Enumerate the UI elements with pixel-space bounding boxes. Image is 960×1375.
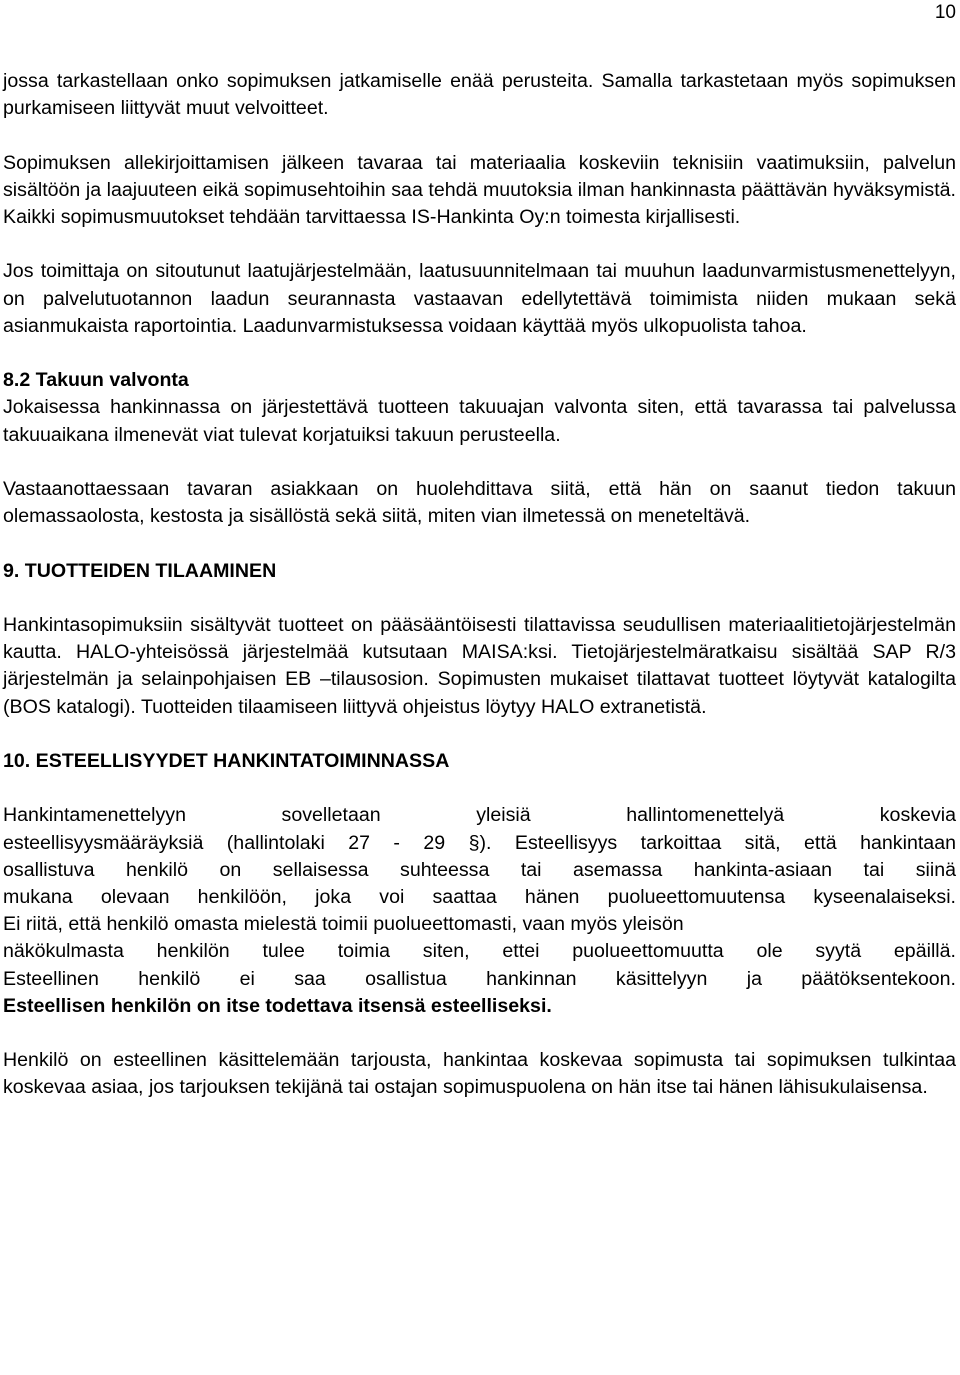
text-line: osallistuva henkilö on sellaisessa suhteessa tai asemassa hankinta-asiaan tai siinä <box>3 858 956 881</box>
page-number: 10 <box>934 2 956 23</box>
text-line: mukana olevaan henkilöön, joka voi saattaa hänen puolueettomuutensa kyseenalaiseksi. <box>3 885 956 908</box>
section-heading-9: 9. TUOTTEIDEN TILAAMINEN <box>3 559 277 582</box>
section-heading-10: 10. ESTEELLISYYDET HANKINTATOIMINNASSA <box>3 749 450 772</box>
text-line: esteellisyysmääräyksiä (hallintolaki 27 - 29 §). Esteellisyys tarkoittaa sitä, että hankintaan <box>3 831 956 854</box>
paragraph-disqualified-person: Henkilö on esteellinen käsittelemään tarjousta, hankintaa koskevaa sopimusta tai sopimuksen tulkintaa koskevaa asiaa, jos tarjouksen tekijänä tai ostajan sopimuspuolena on hän itse tai hänen lähisukulaisensa. <box>3 1049 956 1099</box>
text-line: Ei riitä, että henkilö omasta mielestä toimii puolueettomasti, vaan myös yleisön <box>3 913 684 936</box>
paragraph-warranty-receipt: Vastaanottaessaan tavaran asiakkaan on huolehdittava siitä, että hän on saanut tiedon takuun olemassaolosta, kestosta ja sisällöstä sekä siitä, miten vian ilmetessä on meneteltävä. <box>3 477 956 528</box>
paragraph-warranty-monitoring: Jokaisessa hankinnassa on järjestettävä tuotteen takuuajan valvonta siten, että tavarassa tai palvelussa takuuaikana ilmenevät viat tulevat korjatuiksi takuun perusteella. <box>3 396 956 446</box>
paragraph-quality-assurance: Jos toimittaja on sitoutunut laatujärjestelmään, laatusuunnitelmaan tai muuhun laadunvarmistusmenettelyyn, on palvelutuotannon laadun seurannasta vastaavan edellytettävä toimimista niiden mukaan sekä asianmukaista raportointia. Laadunvarmistuksessa voidaan käyttää myös ulkopuolista tahoa. <box>3 260 956 337</box>
paragraph-ordering: Hankintasopimuksiin sisältyvät tuotteet on pääsääntöisesti tilattavissa seudullisen materiaalitietojärjestelmän kautta. HALO-yhteisössä järjestelmää kutsutaan MAISA:ksi. Tietojärjestelmäratkaisu sisältää SAP R/3 järjestelmän ja selainpohjaisen EB –tilausosion. Sopimusten mukaiset tilattavat tuotteet löytyvät katalogilta (BOS katalogi). Tuotteiden tilaamiseen liittyvä ohjeistus löytyy HALO extranetistä. <box>3 613 956 718</box>
paragraph-contract-termination: jossa tarkastellaan onko sopimuksen jatkamiselle enää perusteita. Samalla tarkastetaan myös sopimuksen purkamiseen liittyvät muut velvoitteet. <box>3 70 956 120</box>
paragraph-contract-changes: Sopimuksen allekirjoittamisen jälkeen tavaraa tai materiaalia koskeviin teknisiin vaatimuksiin, palvelun sisältöön ja laajuuteen eikä sopimusehtoihin saa tehdä muutoksia ilman hankinnasta päättävän hyväksymistä. Kaikki sopimusmuutokset tehdään tarvittaessa IS-Hankinta Oy:n toimesta kirjallisesti. <box>3 151 956 228</box>
text-line: näkökulmasta henkilön tulee toimia siten, ettei puolueettomuutta ole syytä epäillä. <box>3 940 956 963</box>
section-heading-8-2: 8.2 Takuun valvonta <box>3 369 189 392</box>
text-line: Hankintamenettelyyn sovelletaan yleisiä hallintomenettelyä koskevia <box>3 804 956 827</box>
paragraph-disqualification <box>3 802 956 1020</box>
text-line: Esteellinen henkilö ei saa osallistua hankinnan käsittelyyn ja päätöksentekoon. <box>3 967 956 990</box>
document-body <box>3 68 956 1129</box>
bold-emphasis-line: Esteellisen henkilön on itse todettava itsensä esteelliseksi. <box>3 994 552 1017</box>
